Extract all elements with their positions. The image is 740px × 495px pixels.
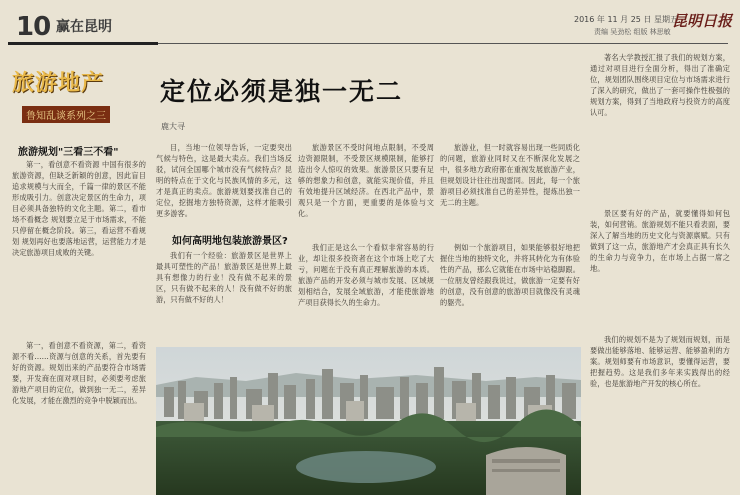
paragraph: 著名大学教授汇报了我们的规划方案，通过对项目进行全面分析，得出了准确定位，规划团队围绕项目定位与市场需求进行了深入的研究，做出了一套可操作性极强的规划方案，得到了当地政府与投资方的高度认可。	[590, 53, 730, 117]
subhead-three-looks: 旅游规划"三看三不看"	[18, 147, 119, 158]
paragraph: 第一，看创意不看资源，第二，看资源不看……资源与创意的关系，首先要有好的资源。规划出来的产品要符合市场需要，开发商在面对项目时，必须要考虑旅游地产项目的定位，做到独一无二，差异化发展，才能在激烈的竞争中脱颖而出。	[12, 341, 146, 405]
page-number: 10	[16, 12, 51, 42]
subhead-packaging: 如何高明地包装旅游景区?	[172, 236, 288, 247]
article-column-3	[298, 142, 434, 238]
article-column-4	[440, 142, 580, 238]
paragraph: 旅游景区不受时间地点限制，不受周边资源限制，不受景区规模限制，能够打造出令人惊叹的效果。旅游景区只要有足够的想象力和创意，就能实现价值，并且有效地提升区域经济。在西北产品中，景观只是一个方面，更重要的是体验与文化。	[298, 143, 434, 218]
newspaper-logo: 昆明日报	[672, 12, 733, 30]
paragraph: 例如一个旅游项目，如果能够很好地把握住当地的独特文化，并将其转化为有体验性的产品，那么它就能在市场中站稳脚跟。一位朋友曾经跟我说过，做旅游一定要有好的创意，没有创意的旅游项目就像没有灵魂的躯壳。	[440, 243, 580, 307]
article-column-5c	[590, 334, 730, 492]
city-skyline-photo	[156, 347, 581, 495]
series-badge	[12, 66, 132, 130]
header-rule-thin	[158, 43, 728, 44]
editor-credits: 责编 吴劲松 组版 林思敏	[594, 28, 671, 36]
article-column-1	[12, 159, 146, 335]
paragraph: 第一，看创意不看资源 中国有很多的旅游资源，但缺乏新颖的创意，因此盲目追求规模与大而全，千篇一律的景区不能形成吸引力。创意决定景区的生命力，项目必须具备独特的文化主题。第二，看市场不看概念 规划要立足于市场需求，不能只停留在概念阶段。第三，看运营不看规划 规划再好也要落地运营，运营能力才是决定旅游项目成败的关键。	[12, 160, 146, 257]
paragraph: 目，当地一位领导告诉，一定要突出气候与特色，这是最大卖点。我们当场反驳，试问全国哪个城市没有气候特点？昆明的特点在于文化与民族风情的多元，这才是真正的卖点。旅游规划要找准自己的定位，挖掘地方独特资源，这样才能吸引更多游客。	[156, 143, 292, 218]
article-headline: 定位必须是独一无二	[160, 77, 404, 106]
series-subtitle: 鲁知乱谈系列之三	[22, 106, 110, 123]
series-title: 旅游地产	[12, 70, 105, 96]
article-column-3b	[298, 242, 434, 342]
article-column-2b	[156, 250, 292, 342]
issue-date: 2016 年 11 月 25 日 星期五	[574, 15, 678, 24]
photo-graphic	[156, 347, 581, 495]
paragraph: 我们的规划不是为了规划而规划，而是要做出能够落地、能够运营、能够盈利的方案。规划师要有市场意识，要懂得运营，要把握趋势。这是我们多年来实践得出的经验，也是旅游地产开发的核心所在。	[590, 335, 730, 388]
paragraph: 我们正是这么一个看似非常容易的行业，却让很多投资者在这个市场上吃了大亏，问题在于没有真正理解旅游的本质。旅游产品的开发必须与城市发展、区域规划相结合，发展全域旅游，才能使旅游地产项目获得长久的生命力。	[298, 243, 434, 307]
article-column-4b	[440, 242, 580, 342]
article-byline: 鹿大寻	[161, 122, 185, 131]
paragraph: 景区要有好的产品，就要懂得如何包装，如何营销。旅游规划不能只看表面，要深入了解当地的历史文化与资源禀赋。只有做到了这一点，旅游地产才会真正具有长久的生命力与竞争力，在市场上占据一席之地。	[590, 209, 730, 273]
paragraph: 旅游业，但一时就容易出现一些同质化的问题，旅游业同时又在不断深化发展之中，很多地方政府都在重视发展旅游产业，但规划设计往往出现雷同。因此，每一个旅游项目必须找准自己的差异性，提炼出独一无二的主题。	[440, 143, 580, 207]
section-title: 赢在昆明	[56, 19, 112, 35]
paragraph: 我们有一个经验：旅游景区是世界上最具可塑性的产品！旅游景区是世界上最具有想像力的行业！没有做不起来的景区，只有做不起来的人！没有做不好的旅游，只有做不好的人！	[156, 251, 292, 304]
page-header	[0, 0, 740, 44]
article-column-5	[590, 52, 730, 202]
article-column-5b	[590, 208, 730, 328]
header-rule-thick	[8, 42, 158, 45]
article-column-1b	[12, 340, 146, 490]
article-column-2	[156, 142, 292, 226]
